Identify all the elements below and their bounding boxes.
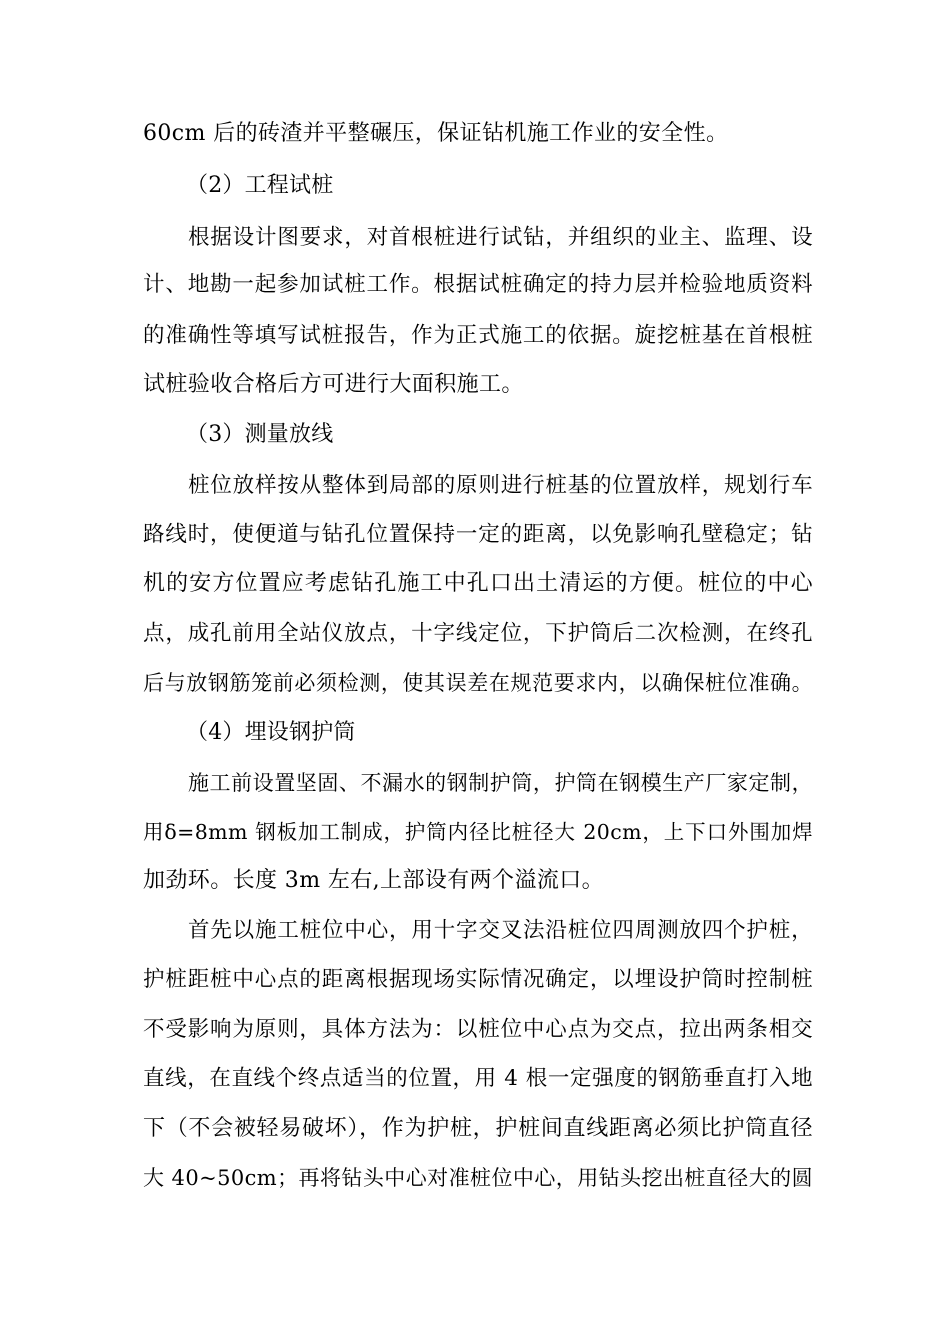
text-line: 试桩验收合格后方可进行大面积施工。 — [143, 372, 524, 397]
text-line: 用δ=8mm 钢板加工制成，护筒内径比桩径大 20cm，上下口外围加焊 — [143, 820, 813, 844]
text-line: 下（不会被轻易破坏），作为护桩，护桩间直线距离必须比护筒直径 — [143, 1116, 813, 1141]
text-line: 点，成孔前用全站仪放点，十字线定位，下护筒后二次检测，在终孔 — [143, 621, 813, 646]
text-line: 路线时，使便道与钻孔位置保持一定的距离，以免影响孔壁稳定；钻 — [143, 522, 813, 547]
section-heading-casing: （4）埋设钢护筒 — [186, 720, 356, 745]
text-line: 计、地勘一起参加试桩工作。根据试桩确定的持力层并检验地质资料 — [143, 272, 813, 297]
text-line: 桩位放样按从整体到局部的原则进行桩基的位置放样，规划行车 — [188, 473, 813, 498]
section-heading-survey: （3）测量放线 — [186, 422, 334, 447]
text-line: 根据设计图要求，对首根桩进行试钻，并组织的业主、监理、设 — [188, 225, 813, 250]
text-line: 后与放钢筋笼前必须检测，使其误差在规范要求内，以确保桩位准确。 — [143, 671, 813, 695]
section-heading-test-pile: （2）工程试桩 — [186, 173, 334, 198]
text-line: 直线，在直线个终点适当的位置，用 4 根一定强度的钢筋垂直打入地 — [143, 1066, 813, 1091]
text-line: 大 40~50cm；再将钻头中心对准桩位中心，用钻头挖出桩直径大的圆 — [143, 1166, 813, 1190]
text-line: 首先以施工桩位中心，用十字交叉法沿桩位四周测放四个护桩， — [188, 918, 813, 943]
text-line: 60cm 后的砖渣并平整碾压，保证钻机施工作业的安全性。 — [143, 121, 729, 146]
text-line: 护桩距桩中心点的距离根据现场实际情况确定，以埋设护筒时控制桩 — [143, 967, 813, 992]
text-line: 的准确性等填写试桩报告，作为正式施工的依据。旋挖桩基在首根桩 — [143, 323, 813, 348]
text-line: 施工前设置坚固、不漏水的钢制护筒，护筒在钢模生产厂家定制， — [188, 771, 813, 795]
text-line: 不受影响为原则，具体方法为：以桩位中心点为交点，拉出两条相交 — [143, 1017, 813, 1042]
text-line: 机的安方位置应考虑钻孔施工中孔口出土清运的方便。桩位的中心 — [143, 571, 813, 596]
text-line: 加劲环。长度 3m 左右,上部设有两个溢流口。 — [143, 868, 605, 893]
